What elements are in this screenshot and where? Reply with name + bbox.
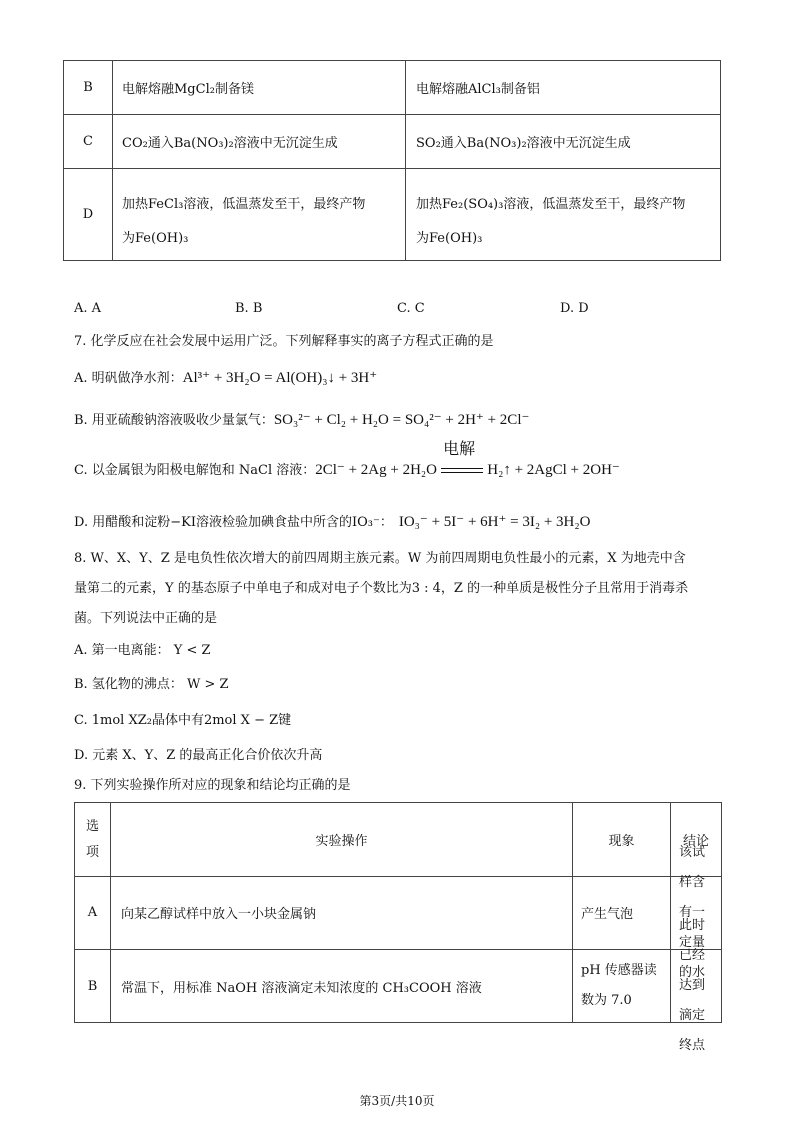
table-row: [75, 918, 721, 1053]
page-footer: 第3页/共10页: [359, 1094, 435, 1108]
q8-option-b: B. 氢化物的沸点： W > Z: [74, 677, 229, 692]
table-row: [75, 844, 721, 980]
row-label: B: [64, 61, 113, 114]
header-operation: 实验操作: [111, 803, 573, 876]
right-cell: SO₂通入Ba(NO₃)₂溶液中无沉淀生成: [416, 135, 631, 151]
left-cell: [112, 168, 406, 261]
option-a: A. A: [74, 301, 102, 316]
q7-stem: 7. 化学反应在社会发展中运用广泛。下列解释事实的离子方程式正确的是: [74, 334, 494, 349]
table-row: [64, 61, 720, 115]
row-label: B: [75, 949, 111, 1023]
q6-options: [0, 301, 794, 321]
table-row: [64, 168, 720, 261]
right-line-2: 为Fe(OH)₃: [416, 230, 483, 246]
q8-option-a: A. 第一电离能： Y < Z: [74, 643, 211, 658]
phenomenon-cell: pH 传感器读数为 7.0: [573, 949, 671, 1023]
q7-option-b: B. 用亚硫酸钠溶液吸收少量氯气：SO₃²⁻ + Cl₂ + H₂O = SO₄²⁻ + 2H⁺ + 2Cl⁻: [74, 412, 530, 428]
conclusion-cell: 此时已经达到滴定终点: [679, 918, 706, 1053]
phenomenon-cell: 产生气泡: [573, 876, 671, 949]
q8-stem-line-3: 菌。下列说法中正确的是: [74, 611, 218, 626]
equation: Al³⁺ + 3H₂O = Al(OH)₃↓ + 3H⁺: [182, 370, 378, 386]
q7-option-d: D. 用醋酸和淀粉−KI溶液检验加碘食盐中所含的IO₃⁻： IO₃⁻ + 5I⁻ + 6H⁺ = 3I₂ + 3H₂O: [74, 514, 591, 530]
equation-left: 2Cl⁻ + 2Ag + 2H₂O: [315, 462, 437, 478]
header-option: 选 项: [75, 803, 111, 876]
row-label: D: [64, 168, 113, 261]
q8-option-d: D. 元素 X、Y、Z 的最高正化合价依次升高: [74, 748, 323, 763]
equation: IO₃⁻ + 5I⁻ + 6H⁺ = 3I₂ + 3H₂O: [398, 514, 591, 530]
options-table: [63, 60, 721, 261]
row-label: C: [64, 114, 113, 168]
left-cell: CO₂通入Ba(NO₃)₂溶液中无沉淀生成: [112, 114, 406, 168]
q7-option-a: A. 明矾做净水剂：Al³⁺ + 3H₂O = Al(OH)₃↓ + 3H⁺: [74, 370, 378, 386]
right-cell: 电解熔融AlCl₃制备铝: [416, 82, 540, 97]
q8-stem-line-2: 量第二的元素，Y 的基态原子中单电子和成对电子个数比为3 : 4，Z 的一种单质是极性分子且常用于消毒杀: [74, 581, 689, 596]
q8-stem-line-1: 8. W、X、Y、Z 是电负性依次增大的前四周期主族元素。W 为前四周期电负性最小的元素，X 为地壳中含: [74, 551, 686, 566]
left-line-1: 加热FeCl₃溶液，低温蒸发至干，最终产物: [122, 196, 366, 212]
row-label: A: [75, 876, 111, 949]
q8-option-c: C. 1mol XZ₂晶体中有2mol X − Z键: [74, 713, 292, 728]
option-d: D. D: [560, 301, 589, 316]
header-phenomenon: 现象: [573, 803, 671, 876]
operation-cell: 向某乙醇试样中放入一小块金属钠: [111, 876, 573, 949]
electrolysis-arrow: [441, 440, 483, 478]
left-cell: 电解熔融MgCl₂制备镁: [112, 61, 406, 114]
right-cell: [406, 168, 720, 261]
condition-label: 电解: [443, 440, 476, 458]
right-line-1: 加热Fe₂(SO₄)₃溶液，低温蒸发至干，最终产物: [416, 196, 686, 212]
experiment-table: [74, 802, 722, 1053]
option-b: B. B: [235, 301, 263, 316]
q9-stem: 9. 下列实验操作所对应的现象和结论均正确的是: [74, 778, 351, 793]
operation-cell: 常温下，用标准 NaOH 溶液滴定未知浓度的 CH₃COOH 溶液: [111, 949, 573, 1023]
equation-right: H₂↑ + 2AgCl + 2OH⁻: [487, 462, 620, 478]
header-conclusion: 结论: [682, 834, 709, 849]
conclusion-cell: 该试样含有一定量的水: [679, 844, 706, 980]
equation: SO₃²⁻ + Cl₂ + H₂O = SO₄²⁻ + 2H⁺ + 2Cl⁻: [273, 412, 530, 428]
left-line-2: 为Fe(OH)₃: [122, 230, 189, 246]
table-header-row: [75, 803, 721, 877]
table-row: [64, 114, 720, 169]
option-c: C. C: [397, 301, 425, 316]
q7-option-c: C. 以金属银为阳极电解饱和 NaCl 溶液：2Cl⁻ + 2Ag + 2H₂O 电解 H₂↑ + 2AgCl + 2OH⁻: [74, 440, 620, 478]
